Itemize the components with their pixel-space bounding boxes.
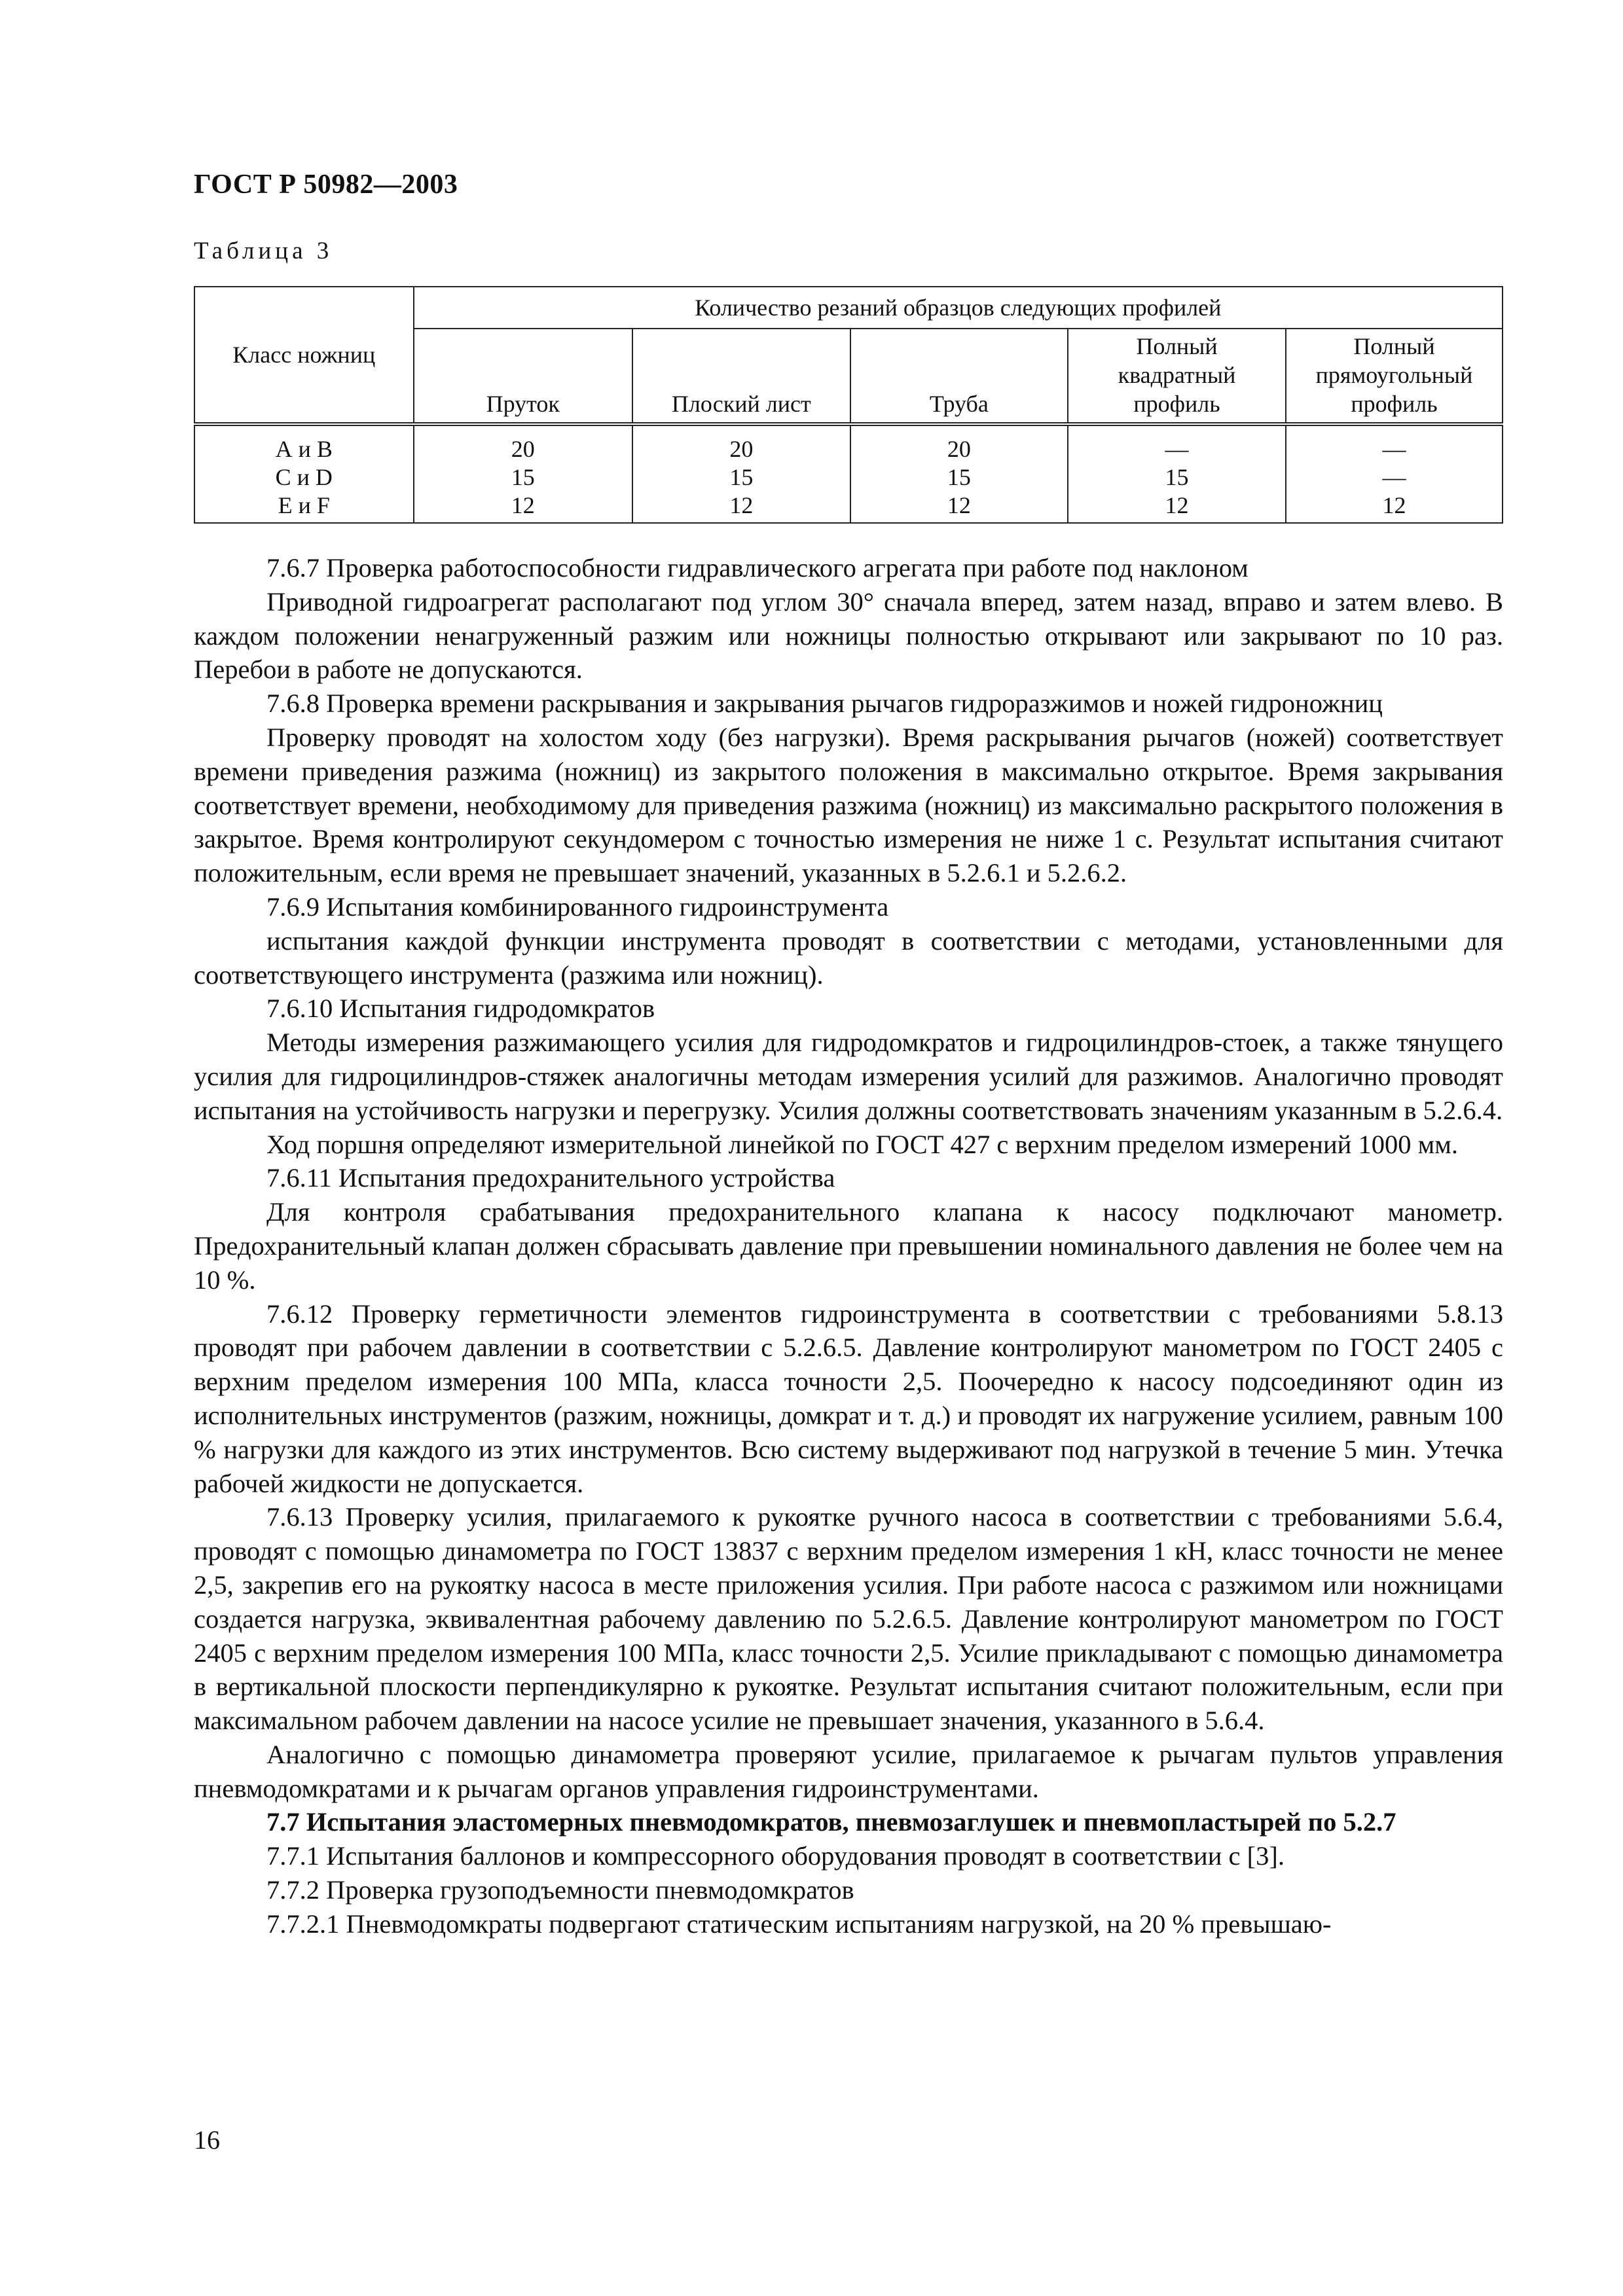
header-col-3: Труба: [850, 329, 1068, 424]
table-cell: —: [1286, 463, 1503, 492]
table-cell: 20: [632, 424, 850, 463]
table-cell: 12: [1068, 492, 1286, 523]
page-number: 16: [194, 2125, 220, 2155]
paragraph: Аналогично с помощью динамометра проверяют усилие, прилагаемое к рычагам пультов управления пневмодомкратами и к рычагам органов управления гидроинструментами.: [194, 1739, 1503, 1803]
header-class: Класс ножниц: [194, 287, 414, 424]
paragraph: Проверку проводят на холостом ходу (без нагрузки). Время раскрывания рычагов (ножей) соответствует времени приведения разжима (ножниц) из закрытого положения в максимально открытое. Время закрывания соответствует времени, необходимому для приведения разжима (ножниц) из максимально раскрытого положения в закрытое. Время контролируют секундомером с точностью измерения не ниже 1 с. Результат испытания считают положительным, если время не превышает значений, указанных в 5.2.6.1 и 5.2.6.2.: [194, 722, 1503, 888]
table-row: [194, 463, 1503, 492]
paragraph: Приводной гидроагрегат располагают под углом 30° сначала вперед, затем назад, вправо и затем влево. В каждом положении ненагруженный разжим или ножницы полностью открывают или закрывают по 10 раз. Перебои в работе не допускаются.: [194, 586, 1503, 685]
header-col-1: Пруток: [414, 329, 633, 424]
paragraph: испытания каждой функции инструмента проводят в соответствии с методами, установленными для соответствующего инструмента (разжима или ножниц).: [194, 925, 1503, 990]
paragraph: 7.6.7 Проверка работоспособности гидравлического агрегата при работе под наклоном: [266, 553, 1249, 583]
table-caption: Таблица 3: [194, 238, 333, 264]
table-cell: 15: [632, 463, 850, 492]
paragraph: 7.7 Испытания эластомерных пневмодомкратов, пневмозаглушек и пневмопластырей по 5.2.7: [266, 1807, 1396, 1837]
table-cell: 12: [1286, 492, 1503, 523]
table-cell: 12: [414, 492, 633, 523]
table-cell: 12: [850, 492, 1068, 523]
paragraph: 7.7.1 Испытания баллонов и компрессорного оборудования проводят в соответствии с [3].: [266, 1841, 1285, 1871]
header-group: Количество резаний образцов следующих профилей: [414, 287, 1503, 329]
paragraph: Методы измерения разжимающего усилия для гидродомкратов и гидроцилиндров-стоек, а также тянущего усилия для гидроцилиндров-стяжек аналогичны методам измерения усилий для разжимов. Аналогично проводят испытания на устойчивость нагрузки и перегрузку. Усилия должны соответствовать значениям указанным в 5.2.6.4.: [194, 1028, 1503, 1125]
paragraph: 7.6.9 Испытания комбинированного гидроинструмента: [266, 891, 889, 922]
cut-count-table: [194, 286, 1503, 524]
paragraph: 7.6.8 Проверка времени раскрывания и закрывания рычагов гидроразжимов и ножей гидроножниц: [266, 689, 1383, 719]
row-class: А и В: [194, 424, 414, 463]
row-class: Е и F: [194, 492, 414, 523]
row-class: С и D: [194, 463, 414, 492]
body-text: [194, 551, 1503, 1941]
paragraph: Ход поршня определяют измерительной линейкой по ГОСТ 427 с верхним пределом измерений 1000 мм.: [266, 1129, 1458, 1159]
paragraph: 7.7.2 Проверка грузоподъемности пневмодомкратов: [266, 1875, 854, 1905]
table-cell: 12: [632, 492, 850, 523]
table-cell: —: [1068, 424, 1286, 463]
table-cell: 15: [850, 463, 1068, 492]
table-cell: 20: [850, 424, 1068, 463]
table-cell: 15: [414, 463, 633, 492]
paragraph: 7.6.10 Испытания гидродомкратов: [266, 994, 655, 1024]
header-col-5: Полный прямоугольный профиль: [1286, 329, 1503, 424]
table-cell: 20: [414, 424, 633, 463]
header-col-2: Плоский лист: [632, 329, 850, 424]
paragraph: 7.6.13 Проверку усилия, прилагаемого к рукоятке ручного насоса в соответствии с требованиями 5.6.4, проводят с помощью динамометра по ГОСТ 13837 с верхним пределом измерения 1 кН, класс точности не менее 2,5, закрепив его на рукоятку насоса в месте приложения усилия. При работе насоса с разжимом или ножницами создается нагрузка, эквивалентная рабочему давлению по 5.2.6.5. Давление контролируют манометром по ГОСТ 2405 с верхним пределом измерения 100 МПа, класс точности 2,5. Усилие прикладывают с помощью динамометра в вертикальной плоскости перпендикулярно к рукоятке. Результат испытания считают положительным, если при максимальном рабочем давлении на насосе усилие не превышает значения, указанного в 5.6.4.: [194, 1502, 1503, 1736]
paragraph: 7.7.2.1 Пневмодомкраты подвергают статическим испытаниям нагрузкой, на 20 % превышаю-: [266, 1909, 1332, 1939]
table-cell: —: [1286, 424, 1503, 463]
paragraph: 7.6.11 Испытания предохранительного устройства: [266, 1163, 835, 1193]
table-row: [194, 492, 1503, 523]
paragraph: Для контроля срабатывания предохранительного клапана к насосу подключают манометр. Предохранительный клапан должен сбрасывать давление при превышении номинального давления не более чем на 10 %.: [194, 1197, 1503, 1295]
table-row: [194, 424, 1503, 463]
header-col-4: Полный квадратный профиль: [1068, 329, 1286, 424]
paragraph: 7.6.12 Проверку герметичности элементов гидроинструмента в соответствии с требованиями 5.8.13 проводят при рабочем давлении в соответствии с 5.2.6.5. Давление контролируют манометром по ГОСТ 2405 с верхним пределом измерения 100 МПа, класса точности 2,5. Поочередно к насосу подсоединяют один из исполнительных инструментов (разжим, ножницы, домкрат и т. д.) и проводят их нагружение усилием, равным 100 % нагрузки для каждого из этих инструментов. Всю систему выдерживают под нагрузкой в течение 5 мин. Утечка рабочей жидкости не допускается.: [194, 1299, 1503, 1498]
document-header: ГОСТ Р 50982—2003: [194, 170, 458, 200]
table-cell: 15: [1068, 463, 1286, 492]
